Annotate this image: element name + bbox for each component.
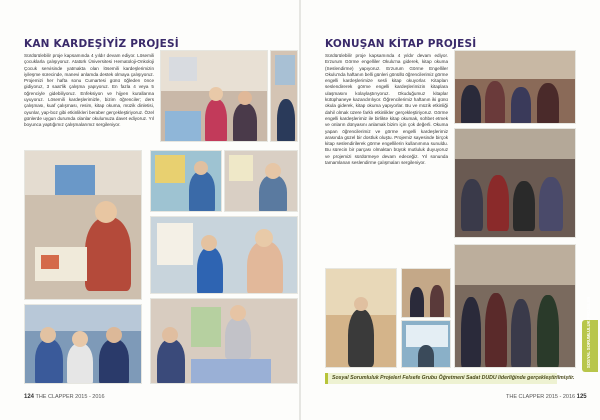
photo-volunteers-with-child <box>24 304 142 384</box>
right-page-title: KONUŞAN KİTAP PROJESİ <box>325 38 477 50</box>
caption-banner <box>325 373 575 384</box>
photo-masked-volunteer <box>224 150 298 212</box>
page-number-right: 125 <box>576 394 587 400</box>
photo-audience-seated <box>454 128 576 238</box>
page-number-left: 124 <box>24 394 35 400</box>
right-footer <box>506 394 587 400</box>
photo-nurse-painting <box>150 150 222 212</box>
photo-presentation <box>401 320 451 368</box>
side-tab-label: SOSYAL SORUMLULUK PROJELER <box>586 296 591 368</box>
left-footer <box>24 394 105 400</box>
photo-classroom-group <box>454 50 576 124</box>
photo-group-standing <box>454 244 576 368</box>
left-page-title: KAN KARDEŞİYİZ PROJESİ <box>24 38 179 50</box>
footer-label-right: THE CLAPPER 2015 - 2016 <box>506 394 576 400</box>
right-page-body: Sürdürülebilir proje kapsamında 4 yıldır devam ediyor. Erzurum Görme engelliler Okulu'na giderek, kitap okuma (Seslendirme) yapıyoruz. Erzurum Görme Engelliler Okulu'nda haftanın belli günleri gönüllü öğrencilerimiz görme engelli kardeşlerimize sesli kitap okuyorlar. Kitapları seslendirerek görme engelli kardeşlerimizin kitaplara ulaşmasını kolaylaştırıyoruz. Okuduğumuz kitaplar kütüphaneye kazandırılıyor. Öğrencilerimiz haftanın iki günü okula giderek, kitap okuma yapıyorlar. Bu ve müzik etkinliği dahil olmak üzere farklı etkinlikler gerçekleştiriyoruz. Görme engelli kardeşlerimiz ile birlikte kitap okumak, sohbet etmek ve onların dünyasını anlamak bizim için çok değerli. Okuma yapan öğrencilerimiz ve görme engelli kardeşlerimiz arasında güzel bir dostluk oluştu. Projemiz sayesinde birçok kitap seslendirilerek görme engellilerin kullanımına sunuldu. Bu sürecin bir parçası olmaktan büyük mutluluk duyuyoruz ve projemizi sürdürmeye devam edeceğiz. Yıl sonunda tamamlanan seslendirme çalışmaları sergileniyor. <box>325 53 448 166</box>
photo-window-group <box>270 50 298 142</box>
section-side-tab <box>582 296 598 372</box>
photo-easel-drawing <box>150 216 298 294</box>
footer-label-left: THE CLAPPER 2015 - 2016 <box>35 394 105 400</box>
caption-text: Sosyal Sorumluluk Projeleri Felsefe Grubu Öğretmeni Sadat DUDU liderliğinde gerçekleştirilmiştir. <box>332 375 575 381</box>
photo-crafting-table <box>24 150 142 300</box>
photo-child-in-bed <box>150 298 298 384</box>
photo-stage-reading <box>325 268 397 368</box>
photo-students-hall <box>401 268 451 318</box>
page-gutter <box>299 0 301 420</box>
left-page-body: Sürdürülebilir proje kapsamında 4 yıldır devam ediyor. Lösemili çocuklarla çalışıyoruz. Atatürk Üniversitesi Hematoloji-Onkoloji Çocuk servisinde yatmakta olan lösemili kardeşlerimizin iyileşme sürecinde, manevi anlamda destek olmaya çalışıyoruz. Projemizi her hafta sonu Cumartesi günü öğleden önce gidiyoruz, 3 saat'lik çalışma yapıyoruz. En fazla 4 veya 5 öğrenciyle gidebiliyoruz. Enfeksiyon ve hijyen kurallarına uyuyoruz. Lösemili kardeşlerimizle, bizim öğrenciler; ders çalışması, kuaf çalışması, resim, kitap okuma, müzik dinletisi, oyunlar, yap-boz gibi etkinlikleri beraber gerçekleştiriyoruz. Özel günlerde uygun durumda olanlar okulumuza davet ediyoruz. Yıl boyunca yaptığımız çalışmalarımız sergileniyor. <box>24 53 154 128</box>
photo-hospital-room <box>160 50 268 142</box>
